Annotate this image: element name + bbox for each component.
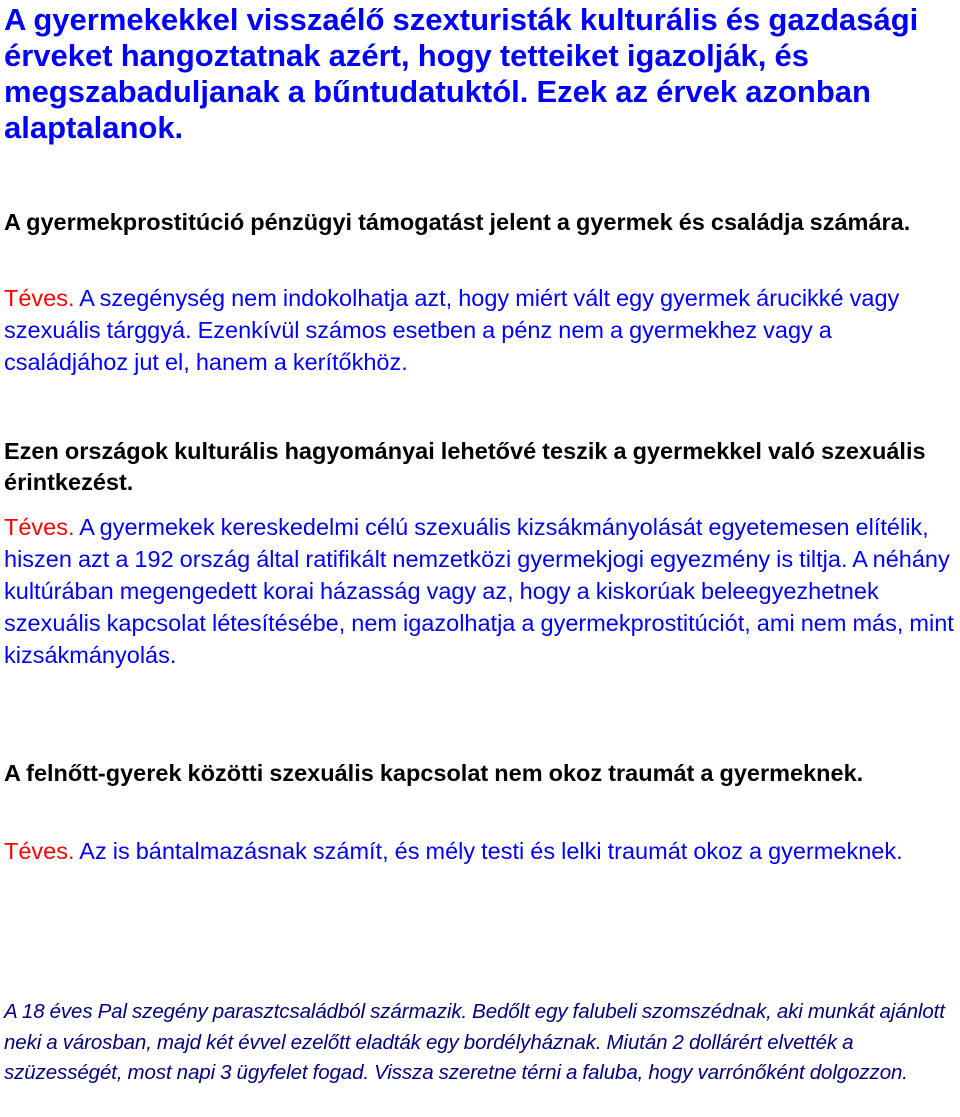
- myth-claim-2: Ezen országok kulturális hagyományai lehetővé teszik a gyermekkel való szexuális érintkezést.: [4, 438, 926, 495]
- myth-answer-2: [4, 511, 954, 671]
- myth-verdict-2: Téves.: [4, 514, 75, 540]
- myth-explanation-2: A gyermekek kereskedelmi célú szexuális kizsákmányolását egyetemesen elítélik, hiszen azt a 192 ország által ratifikált nemzetközi gyermekjogi egyezmény is tiltja. A néhány kultúrában megengedett korai házasság vagy az, hogy a kiskorúak beleegyezhetnek szexuális kapcsolat létesítésébe, nem igazolhatja a gyermekprostitúciót, ami nem más, mint kizsákmányolás.: [4, 514, 954, 668]
- myth-answer-1: [4, 282, 954, 378]
- myth-verdict-3: Téves.: [4, 838, 75, 864]
- myth-answer-3: [4, 835, 954, 867]
- myth-explanation-1: A szegénység nem indokolhatja azt, hogy miért vált egy gyermek árucikké vagy szexuális tárggyá. Ezenkívül számos esetben a pénz nem a gyermekhez vagy a családjához jut el, hanem a kerítőkhöz.: [4, 285, 900, 375]
- myth-verdict-1: Téves.: [4, 285, 75, 311]
- intro-heading: A gyermekekkel visszaélő szexturisták kulturális és gazdasági érveket hangoztatnak azért, hogy tetteiket igazolják, és megszabaduljanak a bűntudatuktól. Ezek az érvek azonban alaptalanok.: [4, 2, 919, 145]
- myth-explanation-3: Az is bántalmazásnak számít, és mély testi és lelki traumát okoz a gyermeknek.: [74, 838, 903, 864]
- myth-claim-3: A felnőtt-gyerek közötti szexuális kapcsolat nem okoz traumát a gyermeknek.: [4, 760, 864, 786]
- story-paragraph: A 18 éves Pal szegény parasztcsaládból származik. Bedőlt egy falubeli szomszédnak, aki munkát ajánlott neki a városban, majd két évvel ezelőtt eladták egy bordélyháznak. Miután 2 dollárért elvették a szüzességét, most napi 3 ügyfelet fogad. Vissza szeretne térni a faluba, hogy varrónőként dolgozzon.: [4, 1000, 945, 1084]
- myth-claim-1: A gyermekprostitúció pénzügyi támogatást jelent a gyermek és családja számára.: [4, 209, 911, 235]
